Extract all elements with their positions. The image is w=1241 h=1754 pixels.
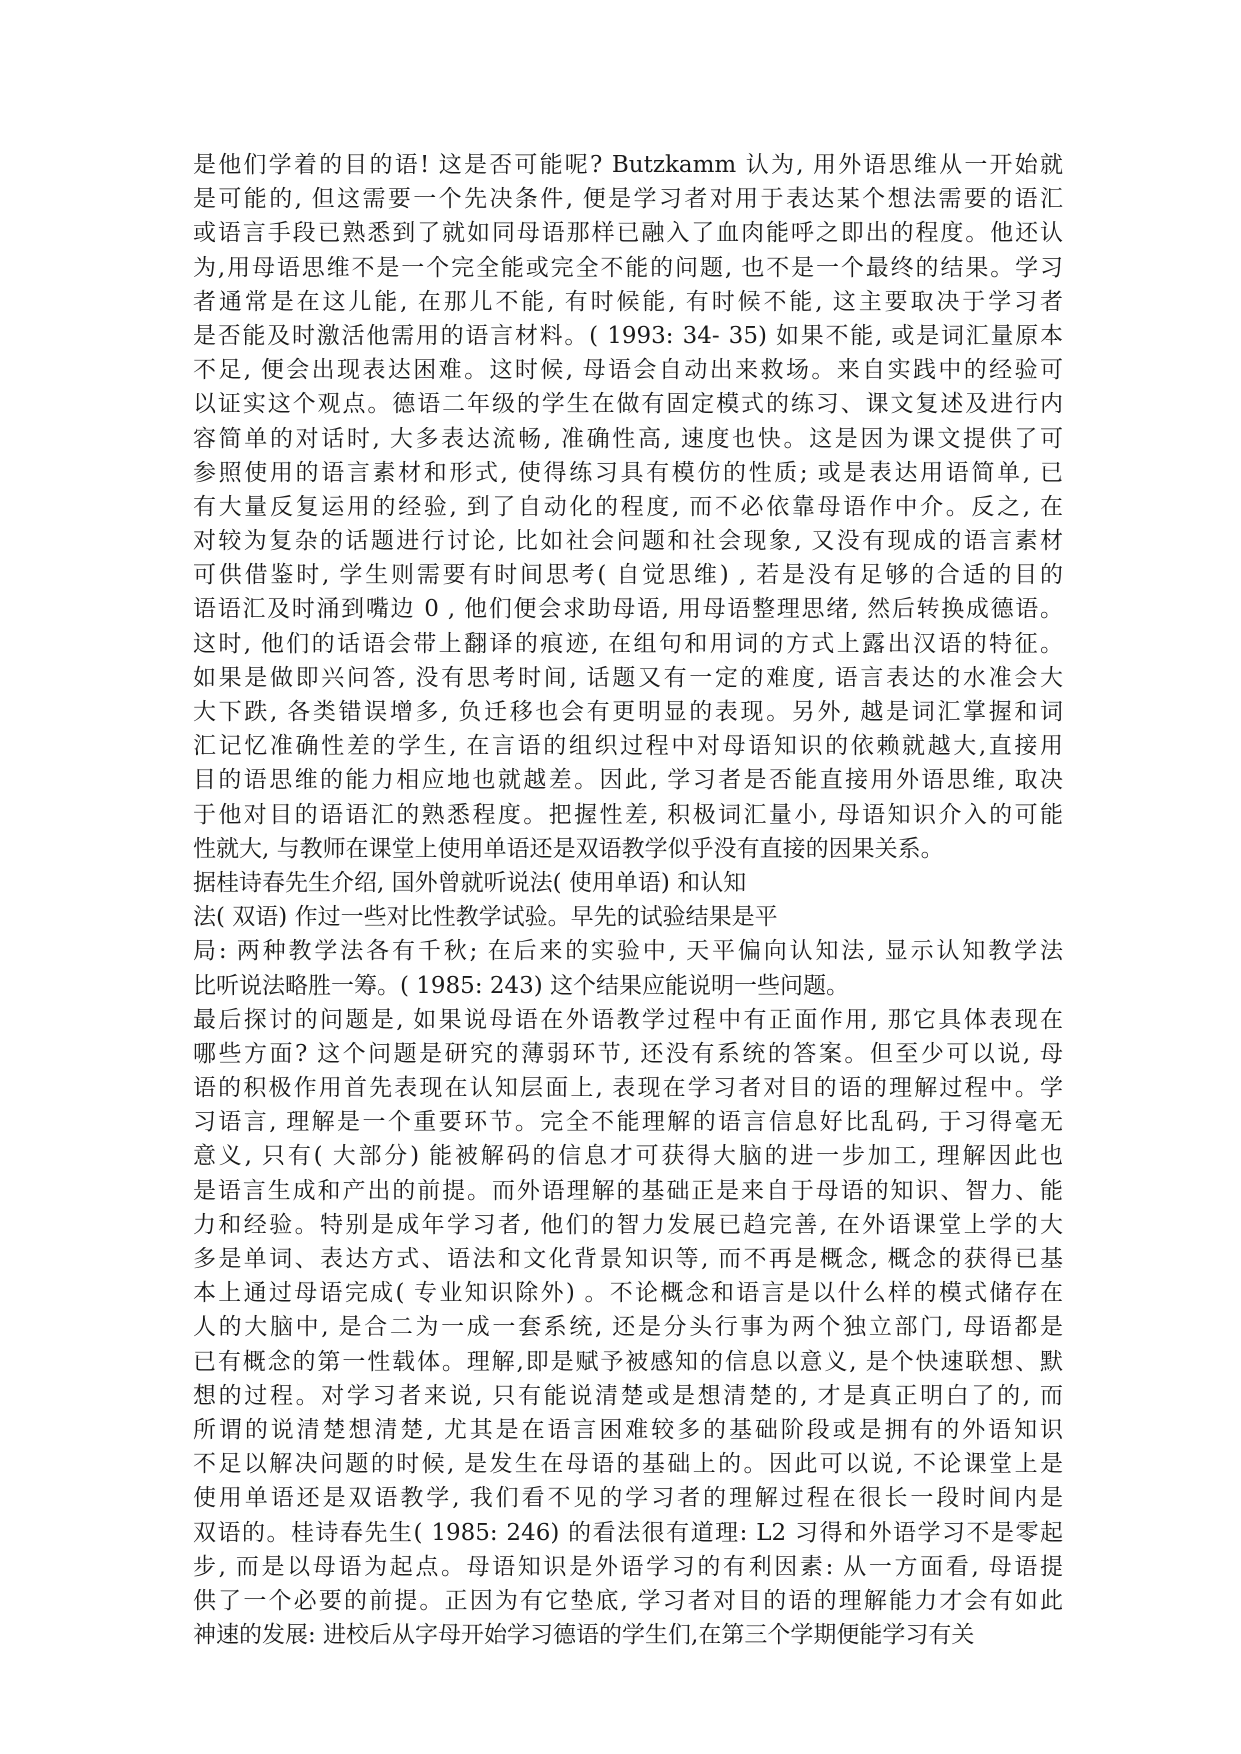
text-line: 是否能及时激活他需用的语言材料。( 1993: 34- 35) 如果不能, 或是词汇量原本	[193, 322, 1063, 349]
text-line: 是语言生成和产出的前提。而外语理解的基础正是来自于母语的知识、智力、能	[193, 1177, 1063, 1204]
text-line: 有大量反复运用的经验, 到了自动化的程度, 而不必依靠母语作中介。反之, 在	[193, 493, 1063, 520]
text-line: 习语言, 理解是一个重要环节。完全不能理解的语言信息好比乱码, 于习得毫无	[193, 1109, 1063, 1136]
text-line: 想的过程。对学习者来说, 只有能说清楚或是想清楚的, 才是真正明白了的, 而	[193, 1382, 1063, 1409]
text-line: 语的积极作用首先表现在认知层面上, 表现在学习者对目的语的理解过程中。学	[193, 1075, 1063, 1102]
text-line: 大下跌, 各类错误增多, 负迁移也会有更明显的表现。另外, 越是词汇掌握和词	[193, 699, 1063, 725]
text-line: 为,用母语思维不是一个完全能或完全不能的问题, 也不是一个最终的结果。学习	[193, 254, 1063, 281]
text-line: 本上通过母语完成( 专业知识除外) 。不论概念和语言是以什么样的模式储存在	[193, 1280, 1063, 1307]
text-line: 法( 双语) 作过一些对比性教学试验。早先的试验结果是平	[193, 904, 778, 931]
text-line: 或语言手段已熟悉到了就如同母语那样已融入了血肉能呼之即出的程度。他还认	[193, 220, 1063, 247]
text-line: 步, 而是以母语为起点。母语知识是外语学习的有利因素: 从一方面看, 母语提	[193, 1553, 1063, 1580]
text-line: 意义, 只有( 大部分) 能被解码的信息才可获得大脑的进一步加工, 理解因此也	[193, 1143, 1063, 1170]
text-line: 是可能的, 但这需要一个先决条件, 便是学习者对用于表达某个想法需要的语汇	[193, 186, 1063, 213]
text-line: 比听说法略胜一筹。( 1985: 243) 这个结果应能说明一些问题。	[193, 972, 850, 999]
text-line: 所谓的说清楚想清楚, 尤其是在语言困难较多的基础阶段或是拥有的外语知识	[193, 1416, 1063, 1443]
text-line: 目的语思维的能力相应地也就越差。因此, 学习者是否能直接用外语思维, 取决	[193, 767, 1063, 794]
text-line: 哪些方面? 这个问题是研究的薄弱环节, 还没有系统的答案。但至少可以说, 母	[193, 1040, 1063, 1067]
text-line: 不足, 便会出现表达困难。这时候, 母语会自动出来救场。来自实践中的经验可	[193, 357, 1063, 384]
text-line: 据桂诗春先生介绍, 国外曾就听说法( 使用单语) 和认知	[193, 869, 747, 896]
text-line: 不足以解决问题的时候, 是发生在母语的基础上的。因此可以说, 不论课堂上是	[193, 1451, 1063, 1478]
text-line: 是他们学着的目的语! 这是否可能呢? Butzkamm 认为, 用外语思维从一开始就	[193, 152, 1063, 178]
text-line: 者通常是在这儿能, 在那儿不能, 有时候能, 有时候不能, 这主要取决于学习者	[193, 288, 1063, 315]
text-line: 已有概念的第一性载体。理解,即是赋予被感知的信息以意义, 是个快速联想、默	[193, 1348, 1063, 1375]
text-line: 以证实这个观点。德语二年级的学生在做有固定模式的练习、课文复述及进行内	[193, 391, 1063, 418]
text-line: 供了一个必要的前提。正因为有它垫底, 学习者对目的语的理解能力才会有如此	[193, 1587, 1063, 1614]
text-line: 双语的。桂诗春先生( 1985: 246) 的看法很有道理: L2 习得和外语学习不是零起	[193, 1519, 1063, 1546]
text-line: 容简单的对话时, 大多表达流畅, 准确性高, 速度也快。这是因为课文提供了可	[193, 425, 1063, 452]
text-line: 神速的发展: 进校后从字母开始学习德语的学生们,在第三个学期便能学习有关	[193, 1622, 975, 1649]
text-line: 人的大脑中, 是合二为一成一套系统, 还是分头行事为两个独立部门, 母语都是	[193, 1314, 1063, 1341]
text-line: 参照使用的语言素材和形式, 使得练习具有模仿的性质; 或是表达用语简单, 已	[193, 459, 1063, 486]
text-line: 语语汇及时涌到嘴边 0 , 他们便会求助母语, 用母语整理思绪, 然后转换成德语。	[193, 596, 1063, 623]
text-line: 于他对目的语语汇的熟悉程度。把握性差, 积极词汇量小, 母语知识介入的可能	[193, 801, 1063, 828]
text-line: 最后探讨的问题是, 如果说母语在外语教学过程中有正面作用, 那它具体表现在	[193, 1006, 1063, 1033]
body-text	[193, 148, 1063, 1652]
text-line: 如果是做即兴问答, 没有思考时间, 话题又有一定的难度, 语言表达的水准会大	[193, 664, 1063, 691]
text-line: 对较为复杂的话题进行讨论, 比如社会问题和社会现象, 又没有现成的语言素材	[193, 528, 1063, 555]
text-line: 汇记忆准确性差的学生, 在言语的组织过程中对母语知识的依赖就越大,直接用	[193, 733, 1063, 760]
text-line: 这时, 他们的话语会带上翻译的痕迹, 在组句和用词的方式上露出汉语的特征。	[193, 630, 1063, 657]
text-line: 性就大, 与教师在课堂上使用单语还是双语教学似乎没有直接的因果关系。	[193, 835, 944, 862]
text-line: 多是单词、表达方式、语法和文化背景知识等, 而不再是概念, 概念的获得已基	[193, 1246, 1063, 1272]
text-line: 局: 两种教学法各有千秋; 在后来的实验中, 天平偏向认知法, 显示认知教学法	[193, 938, 1063, 965]
text-line: 力和经验。特别是成年学习者, 他们的智力发展已趋完善, 在外语课堂上学的大	[193, 1211, 1063, 1238]
text-line: 使用单语还是双语教学, 我们看不见的学习者的理解过程在很长一段时间内是	[193, 1485, 1063, 1512]
text-line: 可供借鉴时, 学生则需要有时间思考( 自觉思维) , 若是没有足够的合适的目的	[193, 562, 1063, 589]
